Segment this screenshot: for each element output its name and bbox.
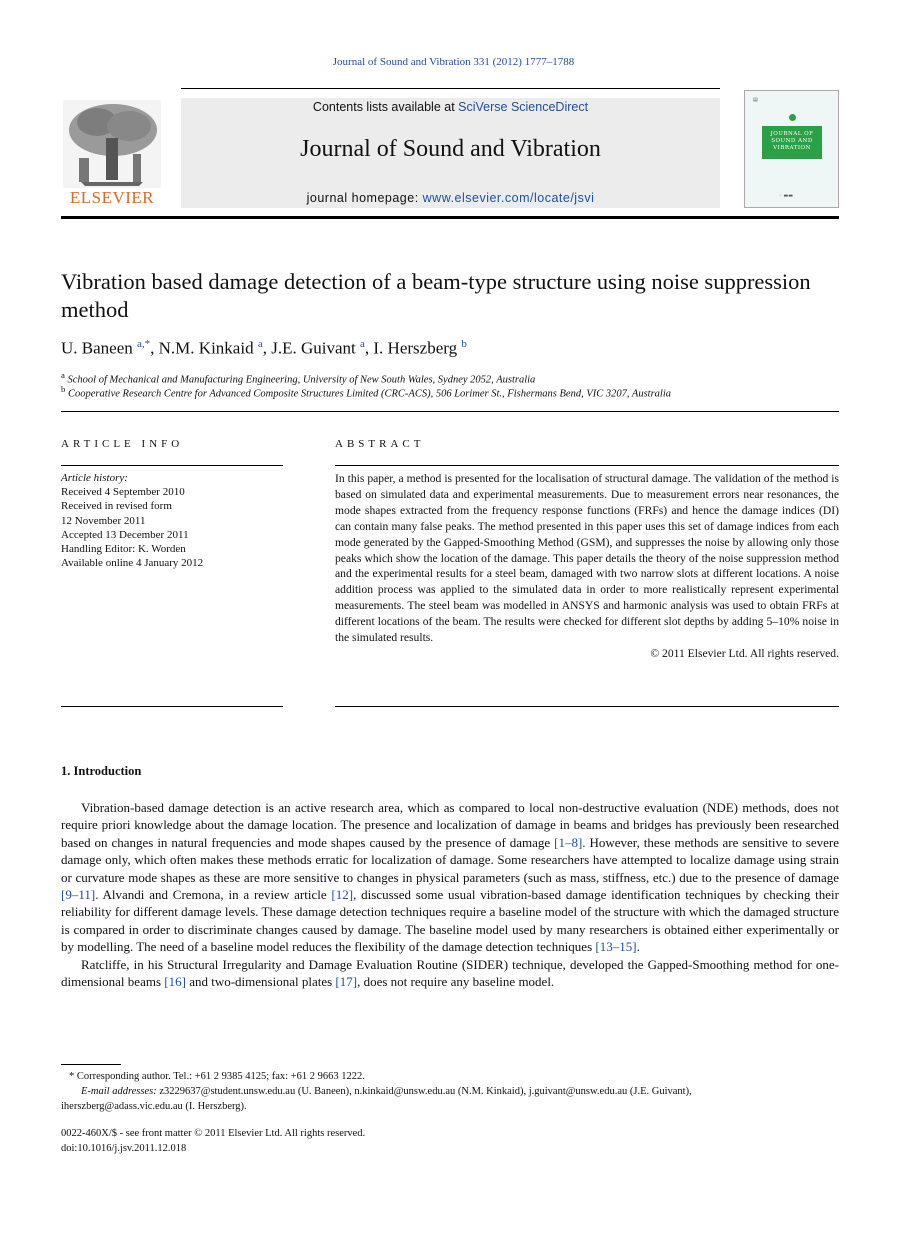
front-matter <box>61 1126 839 1156</box>
body-text: , does not require any baseline model. <box>357 974 555 990</box>
article-info-bottom-rule <box>61 706 283 707</box>
author-sup[interactable]: a <box>360 338 365 350</box>
affiliation-text: School of Mechanical and Manufacturing Engineering, University of New South Wales, Sydney 2052, Australia <box>67 374 536 386</box>
author-sup[interactable]: b <box>461 338 467 350</box>
header-rule <box>61 216 839 219</box>
history-line: Available online 4 January 2012 <box>61 557 204 570</box>
history-line: Handling Editor: K. Worden <box>61 543 186 556</box>
sciencedirect-link[interactable]: SciVerse ScienceDirect <box>458 100 589 114</box>
paragraph <box>61 956 839 991</box>
article-info-heading: ARTICLE INFO <box>61 438 184 450</box>
abstract-text: In this paper, a method is presented for the localisation of structural damage. The validation of the method is based on simulated data and experimental measurements. Due to measurement errors near resonances, the mode shapes extracted from the frequency response functions (FRFs) and hence the damage indices (DI) can contain many false peaks. The method presented in this paper uses this set of damage indices from each mode generated by the Gapped-Smoothing Method (GSM), and suppresses the noise by allowing only those peaks which show the location of the damage. This paper details the theory of the noise suppression method and the experimental results for a steel beam, damaged with two narrow slots at different locations. A noise addition process was applied to the simulated data in order to more realistically represent experimental measurements. The steel beam was modelled in ANSYS and harmonic analysis was used to obtain FRFs at different locations of the beam. The results were checked for different slot depths by adding 5–10% noise in the simulated results. <box>335 472 839 645</box>
citation-link[interactable]: [12] <box>331 887 354 903</box>
journal-title: Journal of Sound and Vibration <box>300 136 601 162</box>
corresponding-author: * Corresponding author. Tel.: +61 2 9385 4125; fax: +61 2 9663 1222. <box>69 1071 365 1082</box>
journal-cover-thumbnail <box>744 90 839 208</box>
cover-mark-icon: ▤ <box>753 97 758 103</box>
citation-link[interactable]: [9–11] <box>61 887 96 903</box>
history-line: Accepted 13 December 2011 <box>61 528 189 541</box>
cover-title: JOURNAL OF SOUND AND VIBRATION <box>762 126 822 159</box>
affiliation-sup: b <box>61 384 66 394</box>
body-text: . Alvandi and Cremona, in a review article <box>95 887 332 903</box>
contents-prefix: Contents lists available at <box>312 100 459 114</box>
doi-line[interactable]: doi:10.1016/j.jsv.2011.12.018 <box>61 1143 187 1154</box>
author-name: I. Herszberg <box>373 338 458 358</box>
introduction-heading: 1. Introduction <box>61 764 142 778</box>
email-addresses[interactable]: z3229637@student.unsw.edu.au (U. Baneen), n.kinkaid@unsw.edu.au (N.M. Kinkaid), j.guivant@unsw.edu.au (J.E. Guivant), <box>156 1086 692 1097</box>
banner-top-rule <box>181 88 720 89</box>
footnotes <box>61 1069 839 1114</box>
history-line: 12 November 2011 <box>61 514 146 527</box>
author-list: U. Baneen $^{a,*}$, N.M. Kinkaid $^a$, J.E. Guivant $^a$, I. Herszberg $^b$ <box>61 338 467 358</box>
abstract-rule <box>335 465 839 466</box>
body-text: . However, these methods are sensitive to severe damage only, which often makes these methods erratic for localization of damage. Some researchers have attempted to localize damage using strain or curvature mode shapes as these are more sensitive to changes in physical parameters (such as mass, stiffness, etc.) due to the presence of damage <box>61 834 839 885</box>
footnote-rule <box>61 1064 121 1065</box>
article-history <box>61 471 291 570</box>
affiliation-b <box>61 384 851 400</box>
journal-citation[interactable]: Journal of Sound and Vibration 331 (2012) 1777–1788 <box>332 56 575 68</box>
homepage-prefix: journal homepage: <box>306 191 423 205</box>
elsevier-logo <box>61 98 163 210</box>
citation-link[interactable]: [16] <box>164 974 186 990</box>
author-name: N.M. Kinkaid <box>158 338 254 358</box>
paragraph <box>61 799 839 956</box>
body-text: and two-dimensional plates <box>185 974 336 990</box>
citation-link[interactable]: [17] <box>335 974 358 990</box>
abstract-heading: ABSTRACT <box>335 438 425 450</box>
affiliation-sup: a <box>61 370 65 380</box>
article-info-rule <box>61 465 283 466</box>
history-line: Received in revised form <box>61 500 172 513</box>
issn-line: 0022-460X/$ - see front matter © 2011 Elsevier Ltd. All rights reserved. <box>61 1128 366 1139</box>
citation-link[interactable]: [1–8] <box>554 834 583 850</box>
publisher-name: ELSEVIER <box>69 188 155 207</box>
body-text: Vibration-based damage detection is an active research area, which as compared to local non-destructive evaluation (NDE) methods, does not require priori knowledge about the damage location. The presence and localization of damage in beams and bridges has previously been researched based on changes in natural frequencies and mode shapes caused by the presence of damage <box>61 800 839 850</box>
author-sup[interactable]: a,* <box>137 338 151 350</box>
introduction-body <box>61 799 839 990</box>
cover-publisher-icon: ◦ ▬▬ <box>779 193 793 199</box>
abstract-bottom-rule <box>335 706 839 707</box>
body-text: Ratcliffe, in his Structural Irregularity and Damage Evaluation Routine (SIDER) technique, developed the Gapped-Smoothing method for one-dimensional beams <box>61 956 839 990</box>
author-name: U. Baneen <box>61 338 133 358</box>
email-line <box>61 1084 839 1099</box>
affiliation-rule <box>61 411 839 412</box>
citation-link[interactable]: [13–15] <box>595 939 637 955</box>
abstract-copyright: © 2011 Elsevier Ltd. All rights reserved. <box>650 646 839 660</box>
abstract-body <box>335 471 839 662</box>
email-label: E-mail addresses: <box>81 1086 157 1097</box>
homepage-link[interactable]: www.elsevier.com/locate/jsvi <box>422 191 595 205</box>
contents-line <box>181 100 720 114</box>
history-line: Received 4 September 2010 <box>61 486 185 499</box>
author-name: J.E. Guivant <box>271 338 356 358</box>
body-text: . <box>636 939 640 955</box>
affiliation-text: Cooperative Research Centre for Advanced Composite Structures Limited (CRC-ACS), 506 Lorimer St., Fishermans Bend, VIC 3207, Australia <box>68 388 672 400</box>
history-label: Article history: <box>61 472 128 484</box>
homepage-line <box>181 191 720 205</box>
author-sup[interactable]: a <box>257 338 263 350</box>
body-text: , discussed some usual vibration-based damage identification techniques by checking their reliability for different damage levels. These damage detection techniques require a baseline model of the structure with which the damaged structure is compared in order to discriminate changes caused by damage. The baseline model used by many researchers is obtained either experimentally or by modelling. The need of a baseline model reduces the flexibility of the damage detection techniques <box>61 887 839 955</box>
email-line-2[interactable]: iherszberg@adass.vic.edu.au (I. Herszberg). <box>61 1101 247 1112</box>
cover-dot-icon <box>789 114 796 121</box>
article-title: Vibration based damage detection of a beam-type structure using noise suppression method <box>61 269 811 322</box>
